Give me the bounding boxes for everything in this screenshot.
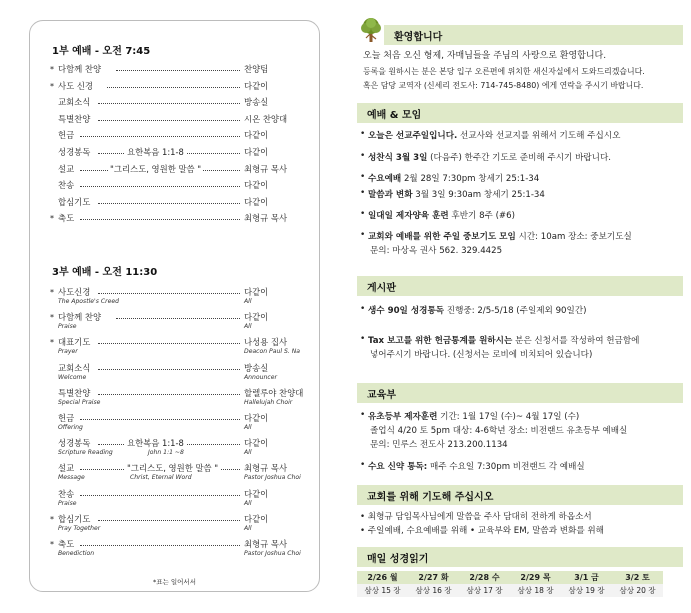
bullet-dot: •	[360, 410, 366, 420]
order-item-leader: 다같이	[244, 312, 269, 323]
notice-line	[368, 210, 515, 222]
welcome-header	[384, 25, 683, 45]
welcome-line2: 등록을 원하시는 분은 본당 입구 오른편에 위치한 새신자실에서 도와드리겠습니다.	[363, 67, 645, 76]
notice-heading: 생수 90일 성경통독	[368, 306, 445, 316]
order-row	[50, 96, 312, 109]
leader-dots	[98, 120, 240, 121]
order-item-leader: 찬양팀	[244, 64, 269, 74]
education-title: 교육부	[367, 390, 396, 401]
service1-title: 1부 예배 - 오전 7:45	[52, 46, 151, 57]
notice-heading: 유초등부 제자훈련	[368, 412, 438, 422]
notice-heading: 말씀과 변화	[368, 190, 413, 200]
order-item-name: 사도신경	[58, 287, 91, 297]
order-row	[50, 179, 312, 192]
notice-heading: Tax 보고를 위한 헌금통계를 원하시는	[368, 336, 513, 346]
leader-dots	[116, 70, 240, 71]
order-item-leader-en: All	[244, 424, 252, 431]
leader-dots	[80, 136, 240, 137]
welcome-line1: 오늘 처음 오신 형제, 자매님들을 주님의 사랑으로 환영합니다.	[363, 51, 607, 61]
order-row	[50, 146, 312, 159]
order-item-leader-en: Pastor Joshua Choi	[244, 474, 301, 482]
standing-mark: *	[50, 540, 54, 549]
order-item-name-en: Welcome	[58, 373, 87, 381]
order-item-leader-en: All	[244, 499, 252, 507]
order-item-leader: 방송실	[244, 362, 269, 373]
standing-footnote: *표는 일어서서	[153, 578, 196, 586]
order-item-leader: 나성용 집사	[244, 337, 288, 348]
order-item-leader: 최형규 목사	[244, 213, 288, 224]
order-item-leader: 방송실	[244, 97, 269, 108]
notice-line2: 졸업식 4/20 토 5pm 대상: 4-6학년 장소: 비전랜드 유초등부 예배실	[370, 426, 628, 436]
bullet-dot: •	[360, 460, 366, 470]
standing-mark: *	[50, 214, 54, 224]
standing-mark: *	[50, 313, 54, 323]
order-item-leader: 다같이	[244, 513, 269, 524]
bullet-dot: •	[360, 230, 366, 240]
bullet-dot: •	[360, 188, 366, 198]
bullet-dot: •	[360, 209, 366, 219]
notice-heading: 수요예배	[368, 174, 402, 184]
notice-text: 진행중: 2/5-5/18 (주일제외 90일간)	[444, 306, 587, 316]
notice-heading: 일대일 제자양육 훈련	[368, 211, 449, 221]
notice-line	[368, 130, 620, 142]
order-item-leader: 다같이	[244, 287, 269, 297]
leader-dots	[116, 318, 240, 319]
leader-dots	[107, 87, 240, 88]
order-row	[50, 113, 312, 126]
notice-line	[368, 411, 579, 423]
tree-icon	[359, 17, 383, 43]
order-item-name: 찬송	[58, 180, 75, 191]
standing-mark: *	[50, 81, 54, 91]
order-item-name: 대표기도	[58, 337, 91, 348]
notice-text: 시간: 10am 장소: 중보기도실	[515, 232, 632, 242]
leader-dots	[98, 203, 240, 204]
order-item-leader-en: Hallelujah Choir	[244, 398, 293, 406]
order-row	[50, 63, 312, 76]
notice-line	[368, 152, 611, 164]
reading-chapter: 삼상 15 장	[357, 584, 408, 597]
notice-text: 3월 3일 9:30am 창세기 25:1-34	[412, 190, 545, 200]
notice-line	[368, 231, 632, 243]
leader-dots	[98, 369, 240, 370]
notice-heading: 수요 신약 통독:	[368, 462, 428, 472]
leader-dots	[80, 495, 240, 496]
bullet-dot: •	[360, 129, 366, 139]
welcome-line3: 혹은 담당 교역자 (신세리 전도사: 714-745-8480) 에게 연락을 주시기 바랍니다.	[363, 81, 644, 90]
leader-dots	[80, 186, 240, 187]
order-item-name-en: Message	[58, 474, 85, 482]
order-item-leader: 다같이	[244, 488, 269, 499]
order-item-name-en: The Apostle's Creed	[58, 298, 119, 305]
order-item-leader: 시온 찬양대	[244, 113, 288, 124]
notice-text: (다음주) 한주간 기도로 준비해 주시기 바랍니다.	[427, 153, 612, 163]
bullet-dot: •	[360, 304, 366, 314]
welcome-title: 환영합니다	[394, 32, 443, 43]
reading-chapter: 삼상 19 장	[561, 584, 612, 597]
notice-heading: 교회와 예배를 위한 주일 중보기도 모임	[368, 232, 516, 242]
order-item-leader-en: All	[244, 449, 252, 457]
notice-line	[368, 189, 545, 201]
order-item-leader: 다같이	[244, 180, 269, 191]
notice-line2: 넣어주시기 바랍니다. (신청서는 로비에 비치되어 있습니다)	[370, 350, 593, 360]
order-of-worship-card	[29, 20, 320, 592]
order-row	[50, 212, 312, 225]
notice-heading: 오늘은 선교주일입니다.	[368, 131, 458, 141]
order-item-leader-en: All	[244, 524, 252, 532]
order-item-leader-en: Pastor Joshua Choi	[244, 550, 301, 557]
notice-text: 선교사와 선교지를 위해서 기도해 주십시오	[457, 131, 621, 141]
order-item-name-en: Praise	[58, 499, 77, 507]
notice-line	[368, 461, 585, 473]
order-item-name-en: Pray Together	[58, 524, 101, 532]
order-item-name: 특별찬양	[58, 113, 91, 124]
order-item-name: 합심기도	[58, 513, 91, 524]
leader-dots	[98, 103, 240, 104]
order-item-detail: "그리스도, 영원한 말씀 "	[127, 463, 219, 474]
order-row	[50, 163, 312, 176]
prayer-title: 교회를 위해 기도해 주십시오	[367, 492, 494, 503]
order-item-leader-en: Announcer	[244, 373, 277, 381]
prayer-header	[357, 485, 683, 505]
reading-day: 2/26 월	[357, 571, 408, 584]
order-item-name: 특별찬양	[58, 387, 91, 398]
order-item-leader: 다같이	[244, 80, 269, 91]
order-item-leader: 다같이	[244, 130, 269, 141]
leader-dots	[98, 293, 240, 294]
reading-day: 2/29 목	[510, 571, 561, 584]
order-row	[50, 80, 312, 93]
bible-title: 매일 성경읽기	[367, 554, 429, 565]
order-item-name-en: Benediction	[58, 550, 95, 557]
reading-day: 3/2 토	[612, 571, 663, 584]
notice-heading: 성찬식 3월 3일	[368, 153, 428, 163]
order-item-detail: "그리스도, 영원한 말씀 "	[110, 163, 202, 174]
reading-chapter: 삼상 18 장	[510, 584, 561, 597]
meetings-header	[357, 103, 683, 123]
reading-chapter: 삼상 20 장	[612, 584, 663, 597]
order-item-name: 찬송	[58, 488, 75, 499]
order-item-name-en: Prayer	[58, 348, 78, 356]
order-item-leader: 다같이	[244, 147, 269, 157]
order-item-name: 합심기도	[58, 196, 91, 207]
meetings-title: 예배 & 모임	[367, 110, 422, 121]
notice-line2: 문의: 마상옥 권사 562. 329.4425	[370, 246, 503, 256]
board-header	[357, 276, 683, 296]
standing-mark: *	[50, 288, 54, 297]
order-item-leader: 다같이	[244, 438, 269, 449]
leader-dots	[80, 219, 240, 220]
order-item-name: 성경봉독	[58, 147, 91, 157]
order-item-name: 다함께 찬양	[58, 64, 102, 74]
reading-chapter: 삼상 17 장	[459, 584, 510, 597]
order-item-leader: 할렐루야 찬양대	[244, 387, 304, 398]
notice-text: 2월 28일 7:30pm 창세기 25:1-34	[401, 174, 540, 184]
service3-title: 3부 예배 - 오전 11:30	[52, 267, 158, 278]
order-item-name: 사도 신경	[58, 80, 94, 91]
standing-mark: *	[50, 65, 54, 74]
order-item-name: 교회소식	[58, 362, 91, 373]
order-row	[50, 129, 312, 142]
order-item-name-en: Praise	[58, 323, 77, 331]
bible-header	[357, 547, 683, 567]
notice-text: 기간: 1월 17일 (수)~ 4월 17일 (수)	[437, 412, 580, 422]
leader-dots	[80, 419, 240, 420]
order-item-leader-en: All	[244, 298, 252, 305]
order-row	[50, 196, 312, 209]
order-item-leader: 최형규 목사	[244, 539, 288, 549]
bullet-dot: •	[360, 172, 366, 182]
order-item-leader-en: Deacon Paul S. Na	[244, 348, 300, 356]
prayer-line2: • 주일예배, 수요예배를 위해 • 교육부와 EM, 말씀과 변화를 위해	[360, 526, 604, 536]
order-item-leader: 최형규 목사	[244, 163, 288, 174]
notice-text: 분은 신청서를 작성하여 헌금함에	[512, 336, 640, 346]
leader-dots	[98, 394, 240, 395]
order-item-name: 교회소식	[58, 97, 91, 108]
notice-line	[368, 335, 639, 347]
notice-line	[368, 173, 539, 185]
order-item-name: 설교	[58, 163, 75, 174]
order-item-leader: 최형규 목사	[244, 463, 288, 474]
order-item-leader-en: All	[244, 323, 252, 331]
order-item-name: 축도	[58, 539, 75, 549]
notice-line	[368, 305, 586, 317]
order-item-name-en: Scripture Reading	[58, 449, 113, 457]
order-item-name-en: Offering	[58, 424, 83, 431]
leader-dots	[98, 343, 240, 344]
education-header	[357, 383, 683, 403]
order-item-leader: 다같이	[244, 196, 269, 207]
order-item-detail-en: Christ, Eternal Word	[130, 474, 192, 482]
order-item-detail: 요한복음 1:1-8	[127, 147, 184, 157]
leader-dots	[98, 520, 240, 521]
order-item-detail: 요한복음 1:1-8	[127, 438, 184, 449]
notice-line3: 문의: 민루스 전도사 213.200.1134	[370, 440, 508, 450]
standing-mark: *	[50, 514, 54, 524]
standing-mark: *	[50, 338, 54, 348]
notice-text: 후반기 8주 (#6)	[448, 211, 515, 221]
order-item-name: 설교	[58, 463, 75, 474]
reading-day: 3/1 금	[561, 571, 612, 584]
prayer-line1: • 최형규 담임목사님에게 말씀을 주사 담대히 전하게 하옵소서	[360, 512, 592, 522]
order-item-name: 성경봉독	[58, 438, 91, 449]
reading-chapter: 삼상 16 장	[408, 584, 459, 597]
order-item-name: 헌금	[58, 130, 75, 141]
order-row	[50, 311, 312, 324]
order-row	[50, 412, 312, 425]
order-item-name-en: Special Praise	[58, 398, 101, 406]
order-item-name: 축도	[58, 213, 75, 224]
notice-text: 매주 수요일 7:30pm 비전랜드 각 예배실	[427, 462, 585, 472]
leader-dots	[80, 545, 240, 546]
bullet-dot: •	[360, 151, 366, 161]
reading-day: 2/27 화	[408, 571, 459, 584]
order-item-name: 헌금	[58, 413, 75, 423]
order-item-detail-en: John 1:1 ~8	[148, 449, 184, 457]
order-row	[50, 488, 312, 501]
order-item-leader: 다같이	[244, 413, 269, 423]
order-item-name: 다함께 찬양	[58, 312, 102, 323]
bullet-dot: •	[360, 334, 366, 344]
bible-reading-table	[357, 571, 663, 597]
board-title: 게시판	[367, 283, 396, 294]
reading-day: 2/28 수	[459, 571, 510, 584]
